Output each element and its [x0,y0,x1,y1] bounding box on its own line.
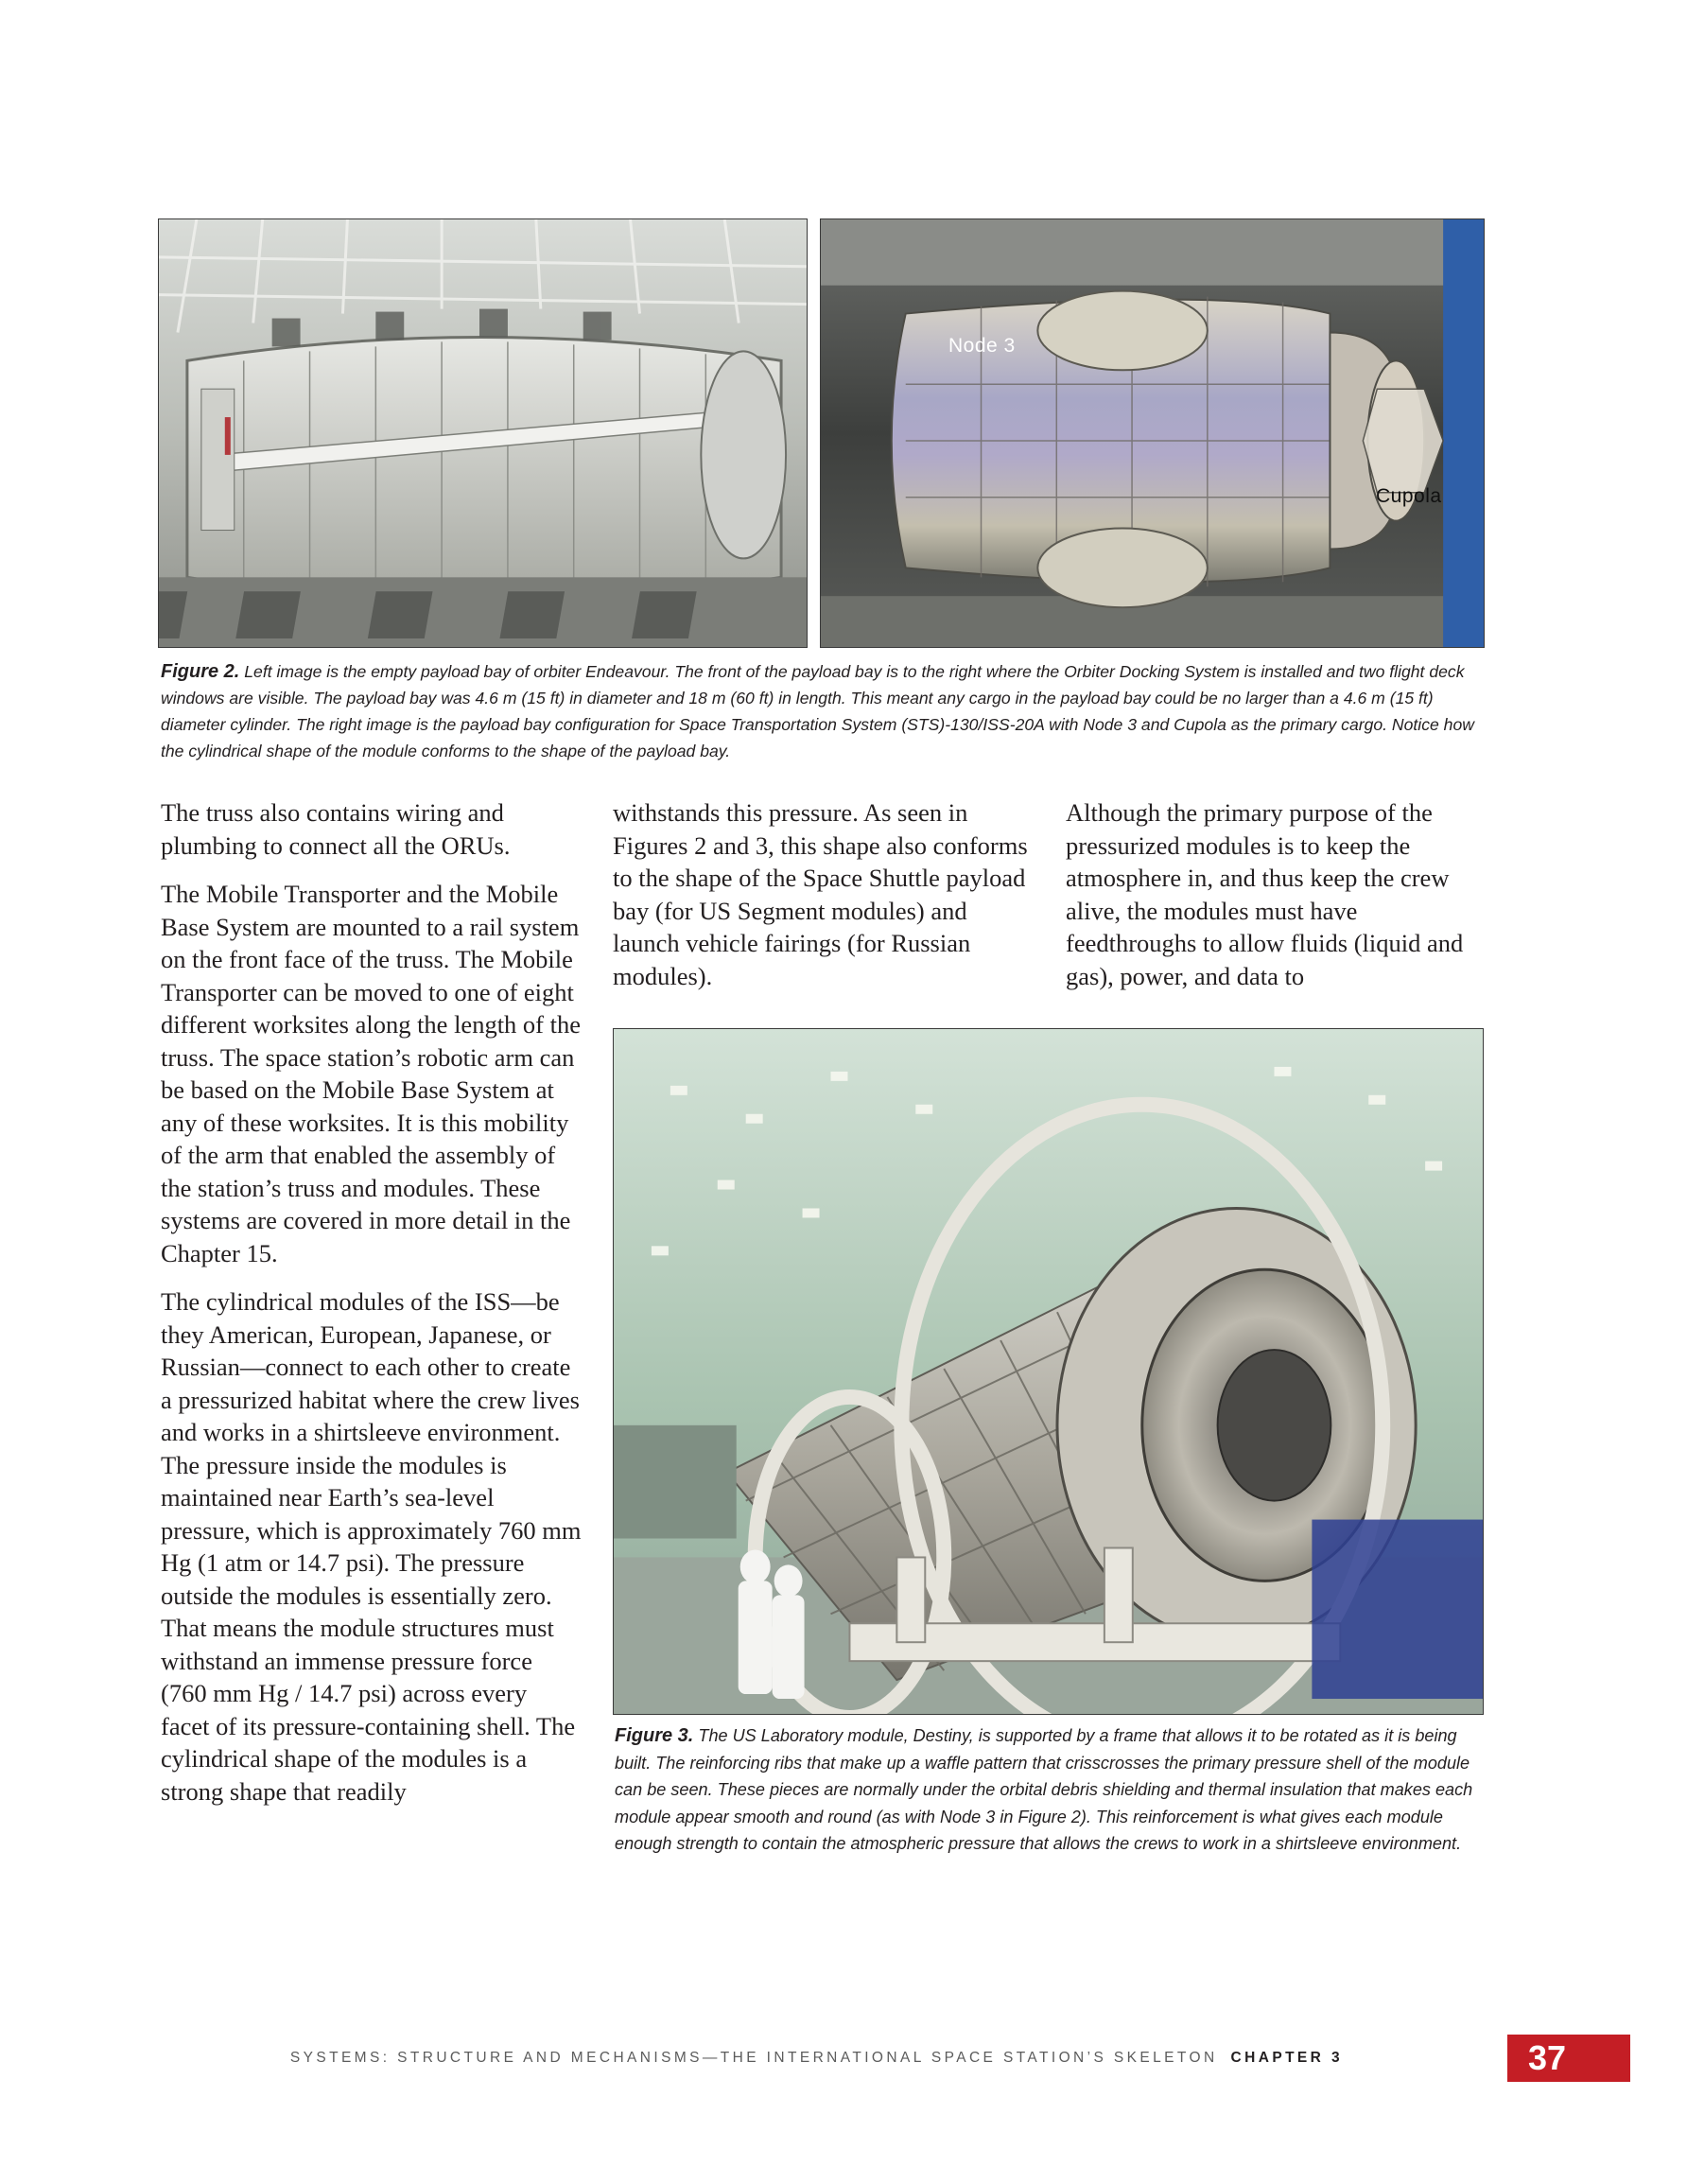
body-paragraph: The cylindrical modules of the ISS—be they American, European, Japanese, or Russian—connect to each other to create a pressurized habitat where the crew lives and works in a shirtsleeve environment. The pressure inside the modules is maintained near Earth’s sea-level pressure, which is approximately 760 mm Hg (1 atm or 14.7 psi). The pressure outside the modules is essentially zero. That means the module structures must withstand an immense pressure force (760 mm Hg / 14.7 psi) across every facet of its pressure-containing shell. The cylindrical shape of the modules is a strong shape that readily [161,1287,582,1806]
figure3-caption-label: Figure 3. [615,1725,694,1746]
figure2-left-photo [158,218,808,648]
page-number: 37 [1507,2035,1630,2082]
running-title: SYSTEMS: STRUCTURE AND MECHANISMS—THE INTERNATIONAL SPACE STATION’S SKELETON [289,2050,1218,2066]
node3-cupola-image [821,219,1484,647]
figure3-caption-text: The US Laboratory module, Destiny, is supported by a frame that allows it to be rotated as it is being built. The reinforcing ribs that make up a waffle pattern that crisscrosses the primary pressure shell of the module can be seen. These pieces are normally under the orbital debris shielding and thermal insulation that makes each module appear smooth and round (as with Node 3 in Figure 2). This reinforcement is what gives each module enough strength to contain the atmospheric pressure that allows the crews to work in a shirtsleeve environment. [615,1726,1473,1853]
figure2-caption-label: Figure 2. [161,661,240,682]
payload-bay-empty-image [159,219,807,647]
figure2-caption-text: Left image is the empty payload bay of orbiter Endeavour. The front of the payload bay is to the right where the Orbiter Docking System is installed and two flight deck windows are visible. The payload bay was 4.6 m (15 ft) in diameter and 18 m (60 ft) in length. This meant any cargo in the payload bay could be no larger than a 4.6 m (15 ft) diameter cylinder. The right image is the payload bay configuration for Space Transportation System (STS)-130/ISS-20A with Node 3 and Cupola as the primary cargo. Notice how the cylindrical shape of the module conforms to the shape of the payload bay. [161,662,1474,760]
figure2-right-photo [820,218,1485,648]
body-paragraph: The Mobile Transporter and the Mobile Base System are mounted to a rail system on the front face of the truss. The Mobile Transporter can be moved to one of eight different worksites along the length of the truss. The space station’s robotic arm can be based on the Mobile Base System at any of these worksites. It is this mobility of the arm that enabled the assembly of the station’s truss and modules. These systems are covered in more detail in the Chapter 15. [161,880,582,1267]
body-paragraph: Although the primary purpose of the pressurized modules is to keep the atmosphere in, and thus keep the crew alive, the modules must have feedthroughs to allow fluids (liquid and gas), power, and data to [1066,798,1464,990]
body-paragraph: The truss also contains wiring and plumbing to connect all the ORUs. [161,798,511,860]
cupola-label: Cupola [1376,485,1442,507]
node3-label: Node 3 [948,335,1016,357]
body-column-1 [161,796,582,1824]
chapter-label: CHAPTER 3 [1230,2050,1343,2066]
body-column-2 [613,796,1029,1008]
destiny-module-image [614,1029,1483,1714]
page-footer [290,2050,1343,2067]
figure2-caption [161,658,1489,764]
body-column-3 [1066,796,1482,1008]
figure3-photo [613,1028,1484,1715]
body-paragraph: withstands this pressure. As seen in Figures 2 and 3, this shape also conforms to the shape of the Space Shuttle payload bay (for US Segment modules) and launch vehicle fairings (for Russian modules). [613,798,1028,990]
figure3-caption [615,1722,1488,1858]
